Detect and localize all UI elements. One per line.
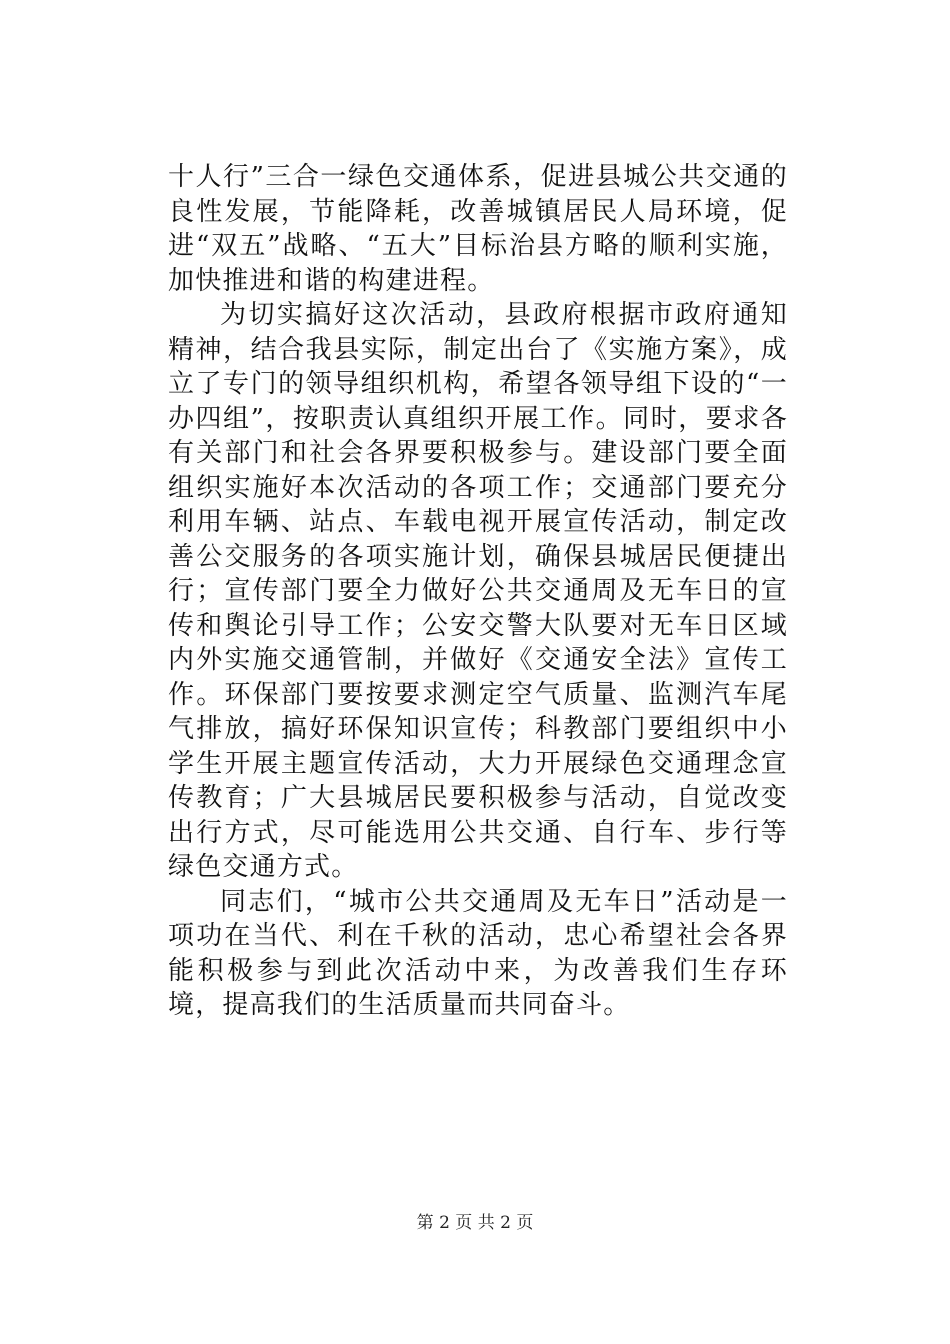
paragraph-implementation: 为切实搞好这次活动，县政府根据市政府通知精神，结合我县实际，制定出台了《实施方案》，成立了专门的领导组织机构，希望各领导组下设的“一办四组”，按职责认真组织开展工作。同时，要求各有关部门和社会各界要积极参与。建设部门要全面组织实施好本次活动的各项工作；交通部门要充分利用车辆、站点、车载电视开展宣传活动，制定改善公交服务的各项实施计划，确保县城居民便捷出行；宣传部门要全力做好公共交通周及无车日的宣传和舆论引导工作；公安交警大队要对无车日区域内外实施交通管制，并做好《交通安全法》宣传工作。环保部门要按要求测定空气质量、监测汽车尾气排放，搞好环保知识宣传；科教部门要组织中小学生开展主题宣传活动，大力开展绿色交通理念宣传教育；广大县城居民要积极参与活动，自觉改变出行方式，尽可能选用公共交通、自行车、步行等绿色交通方式。 <box>168 300 788 882</box>
paragraph-continuation: 十人行”三合一绿色交通体系，促进县城公共交通的良性发展，节能降耗，改善城镇居民人局环境，促进“双五”战略、“五大”目标治县方略的顺利实施，加快推进和谐的构建进程。 <box>168 162 788 296</box>
paragraph-closing: 同志们，“城市公共交通周及无车日”活动是一项功在当代、利在千秋的活动，忠心希望社会各界能积极参与到此次活动中来，为改善我们生存环境，提高我们的生活质量而共同奋斗。 <box>168 886 788 1020</box>
page-number-footer: 第 2 页 共 2 页 <box>416 1213 534 1233</box>
document-body <box>168 160 788 1023</box>
